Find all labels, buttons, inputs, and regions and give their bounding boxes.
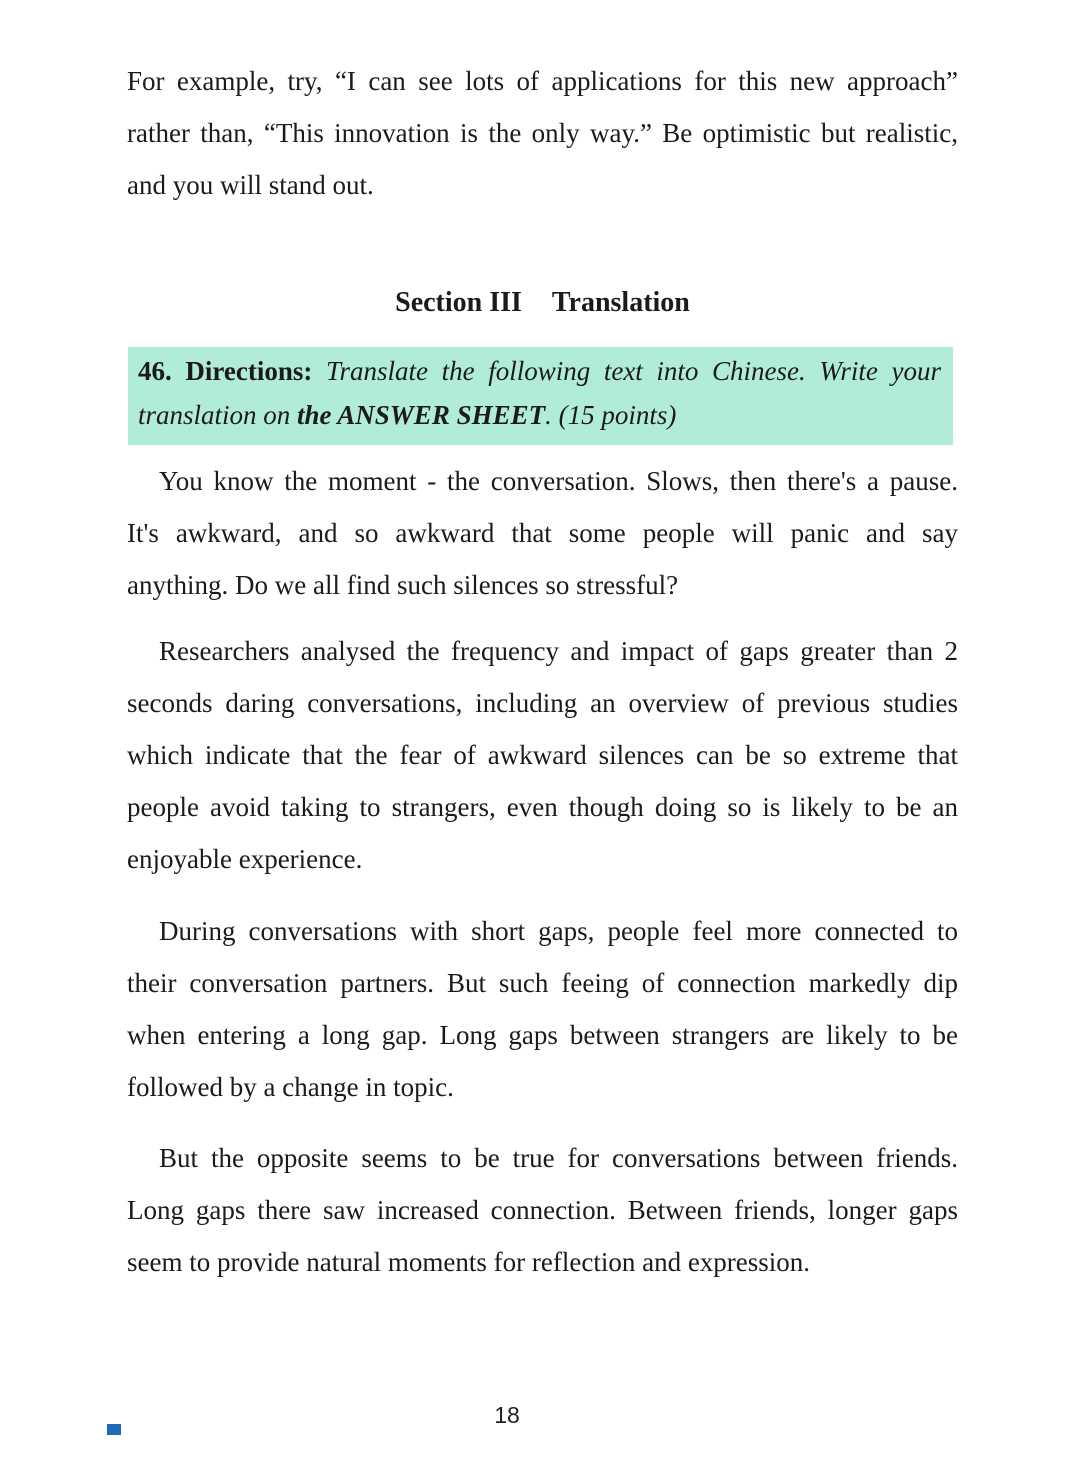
section-heading [127,283,958,323]
text-line: It's awkward, and so awkward that some people will panic and say [127,518,958,548]
text-line: people avoid taking to strangers, even though doing so is likely to be an [127,792,958,822]
text-line: enjoyable experience. [127,844,363,874]
section-heading-number: Section III [395,287,522,318]
text-line: During conversations with short gaps, people feel more connected to [159,916,958,946]
text-line: seem to provide natural moments for reflection and expression. [127,1247,811,1277]
translation-paragraph-4 [127,1132,958,1288]
directions-highlight-box [128,347,953,445]
translation-paragraph-3 [127,905,958,1113]
directions-line-1 [138,349,941,393]
answer-sheet-emphasis: the ANSWER SHEET [297,400,546,430]
translation-paragraph-2 [127,625,958,885]
intro-paragraph [127,55,958,211]
text-line: But the opposite seems to be true for conversations between friends. [159,1143,958,1173]
text-line: rather than, “This innovation is the only way.” Be optimistic but realistic, [127,118,958,148]
text-line: Long gaps there saw increased connection. Between friends, longer gaps [127,1195,958,1225]
document-page-content [127,0,958,1288]
directions-line-2 [138,393,941,437]
directions-number-label: 46. Directions: [138,356,313,386]
directions-points-note: . (15 points) [545,400,677,430]
text-line: You know the moment - the conversation. Slows, then there's a pause. [159,466,958,496]
text-line: their conversation partners. But such feeing of connection markedly dip [127,968,958,998]
text-line: and you will stand out. [127,170,374,200]
footer-blue-square-marker [107,1424,121,1435]
text-line: seconds daring conversations, including an overview of previous studies [127,688,958,718]
page-number: 18 [494,1402,520,1428]
text-line: Researchers analysed the frequency and impact of gaps greater than 2 [159,636,958,666]
directions-instruction-continued: translation on [138,400,298,430]
text-line: which indicate that the fear of awkward silences can be so extreme that [127,740,958,770]
text-line: For example, try, “I can see lots of applications for this new approach” [127,66,958,96]
text-line: anything. Do we all find such silences so stressful? [127,570,679,600]
text-line: when entering a long gap. Long gaps between strangers are likely to be [127,1020,958,1050]
text-line: followed by a change in topic. [127,1072,454,1102]
directions-instruction-text: Translate the following text into Chinese. Write your [325,356,941,386]
translation-paragraph-1 [127,455,958,611]
section-heading-title: Translation [551,287,690,318]
